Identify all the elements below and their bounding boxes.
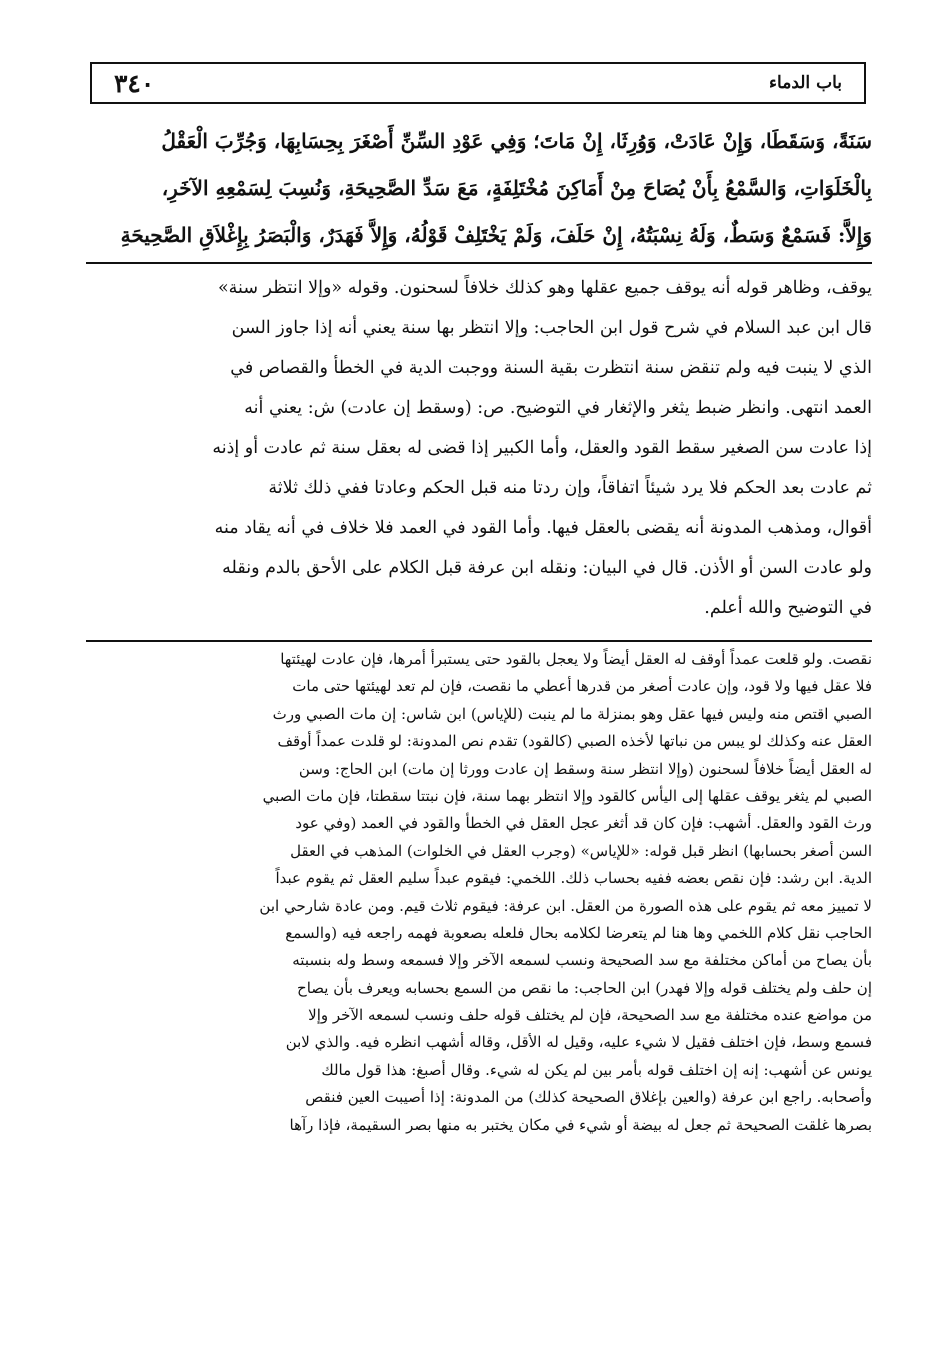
matn-line: بِالْخَلَوَاتِ، وَالسَّمْعُ بِأَنْ يُصَاحَ مِنْ أَمَاكِنَ مُخْتَلِفَةٍ، مَعَ سَدِّ الصَّحِيحَةِ، وَنُسِبَ لِسَمْعِهِ الآخَرِ، [161,176,872,200]
commentary-line: السن أصغر بحسابها) انظر قبل قوله: «للإياس» (وجرب العقل في الخلوات) المذهب في العقل [290,841,872,860]
page-header [90,62,866,104]
commentary-line: فسمع وسط، فإن اختلف فقيل لا شيء عليه، وقيل له الأقل، وقاله أشهب انظره فيه. والذي لابن [285,1033,872,1052]
commentary-line: ولو عادت السن أو الأذن. قال في البيان: ونقله ابن عرفة قبل الكلام على الأحق بالدم ونقله [222,558,872,578]
chapter-title: باب الدماء [769,73,842,93]
commentary-line: العمد انتهى. وانظر ضبط يثغر والإثغار في التوضيح. ص: (وسقط إن عادت) ش: يعني أنه [244,398,872,418]
commentary-line: ثم عادت بعد الحكم فلا يرد شيئاً اتفاقاً، وإن ردتا منه قبل الحكم وعادتا ففي ذلك ثلاثة [268,478,872,498]
commentary-line: له العقل أيضاً خلافاً لسحنون (وإلا انتظر سنة وسقط إن عادت وورثا إن مات) ابن الحاج: وسن [298,759,872,778]
commentary-line: الصبي اقتص منه وليس فيها عقل وهو بمنزلة ما لم ينبت (للإياس) ابن شاس: إن مات الصبي ورث [272,704,872,723]
commentary-line: لا تمييز معه ثم يقوم على هذه الصورة من العقل. ابن عرفة: فيقوم ثلاث قيم. ومن عادة شارحي ابن [259,896,872,915]
commentary-line: الذي لا ينبت فيه ولم تنقض سنة انتظرت بقية السنة ووجبت الدية في الخطأ والقصاص في [230,358,872,378]
commentary-line: ورث القود والعقل. أشهب: فإن كان قد أثغر عجل العقل في الخطأ والقود في العمد (وفي عود [295,814,872,833]
commentary-line: الدية. ابن رشد: فإن نقص بعضه ففيه بحساب ذلك. اللخمي: فيقوم عبداً سليم العقل ثم يقوم عبداً [275,869,872,888]
commentary-line: يونس عن أشهب: إنه إن اختلف قوله بأمر بين لم يكن له شيء. وقال أصبغ: هذا قول مالك [321,1060,872,1079]
commentary-line: الصبي لم يثغر يوقف عقلها إلى اليأس كالقود وإلا انتظر بهما سنة، فإن نبتتا سقطتا، فإن مات الصبي [262,786,872,805]
page-number: ٣٤٠ [114,68,155,98]
commentary-line: إن حلف ولم يختلف قوله وإلا فهدر) ابن الحاجب: ما نقص من السمع بحسابه ويعرف بأن يصاح [297,978,872,997]
matn-text [86,118,872,259]
matn-line: سَنَةً، وَسَقَطَا، وَإِنْ عَادَتْ، وَوُرِثَا، إِنْ مَاتَ؛ وَفِي عَوْدِ السِّنِّ أَصْغَرَ بِحِسَابِهَا، وَجُرِّبَ الْعَقْلُ [161,129,872,153]
commentary-line: نقصت. ولو قلعت عمداً أوقف له العقل أيضاً ولا يعجل بالقود حتى يستبرأ أمرها، فإن عادت لهيئتها [280,650,872,668]
commentary-second [86,646,872,1139]
commentary-line: في التوضيح والله أعلم. [704,598,872,618]
commentary-line: بأن يصاح من أماكن مختلفة مع سد الصحيحة ونسب لسمعه الآخر وإلا فسمعه وسط وله بنسبته [292,951,872,970]
commentary-line: إذا عادت سن الصغير سقط القود والعقل، وأما الكبير إذا قضى له بعقل سنة ثم عادت أو إذنه [212,438,872,458]
commentary-line: يوقف، وظاهر قوله أنه يوقف جميع عقلها وهو كذلك خلافاً لسحنون. وقوله «وإلا انتظر سنة» [217,278,872,298]
section-divider [86,640,872,642]
commentary-first [86,268,872,628]
commentary-line: أقوال، ومذهب المدونة أنه يقضى بالعقل فيها. وأما القود في العمد فلا خلاف في أنه يقاد منه [214,518,872,538]
commentary-line: الحاجب نقل كلام اللخمي وها هنا لم يتعرضا لكلامه بحال فلعله بصعوبة فهمه راجعه فيه (والسمع [285,923,872,942]
commentary-line: بصرها غلقت الصحيحة ثم جعل له بيضة أو شيء في مكان يختبر به منها بصر السقيمة، فإذا رآها [289,1115,872,1134]
section-divider [86,262,872,264]
matn-line: وَإِلاَّ: فَسَمْعٌ وَسَطٌ، وَلَهُ نِسْبَتُهُ، إِنْ حَلَفَ، وَلَمْ يَخْتَلِفْ قَوْلُهُ، وَإِلاَّ فَهَدَرٌ، وَالْبَصَرُ بِإِغْلاَقِ الصَّحِيحَةِ [120,223,872,247]
commentary-line: من مواضع عنده مختلفة مع سد الصحيحة، فإن لم يختلف قوله حلف ونسب لسمعه الآخر وإلا [308,1006,872,1025]
commentary-line: العقل عنه وكذلك لو يبس من نباتها لأخذه الصبي (كالقود) تقدم نص المدونة: لو قلدت عمداً أوقف [277,732,872,751]
commentary-line: قال ابن عبد السلام في شرح قول ابن الحاجب: وإلا انتظر بها سنة يعني أنه إذا جاوز السن [231,318,872,338]
commentary-line: فلا عقل فيها ولا قود، وإن عادت أصغر من قدرها أعطي ما نقصت، فإن لم تعد لهيئتها حتى مات [292,677,872,696]
commentary-line: وأصحابه. راجع ابن عرفة (والعين بإغلاق الصحيحة كذلك) من المدونة: إذا أصيبت العين فنقص [305,1088,872,1107]
